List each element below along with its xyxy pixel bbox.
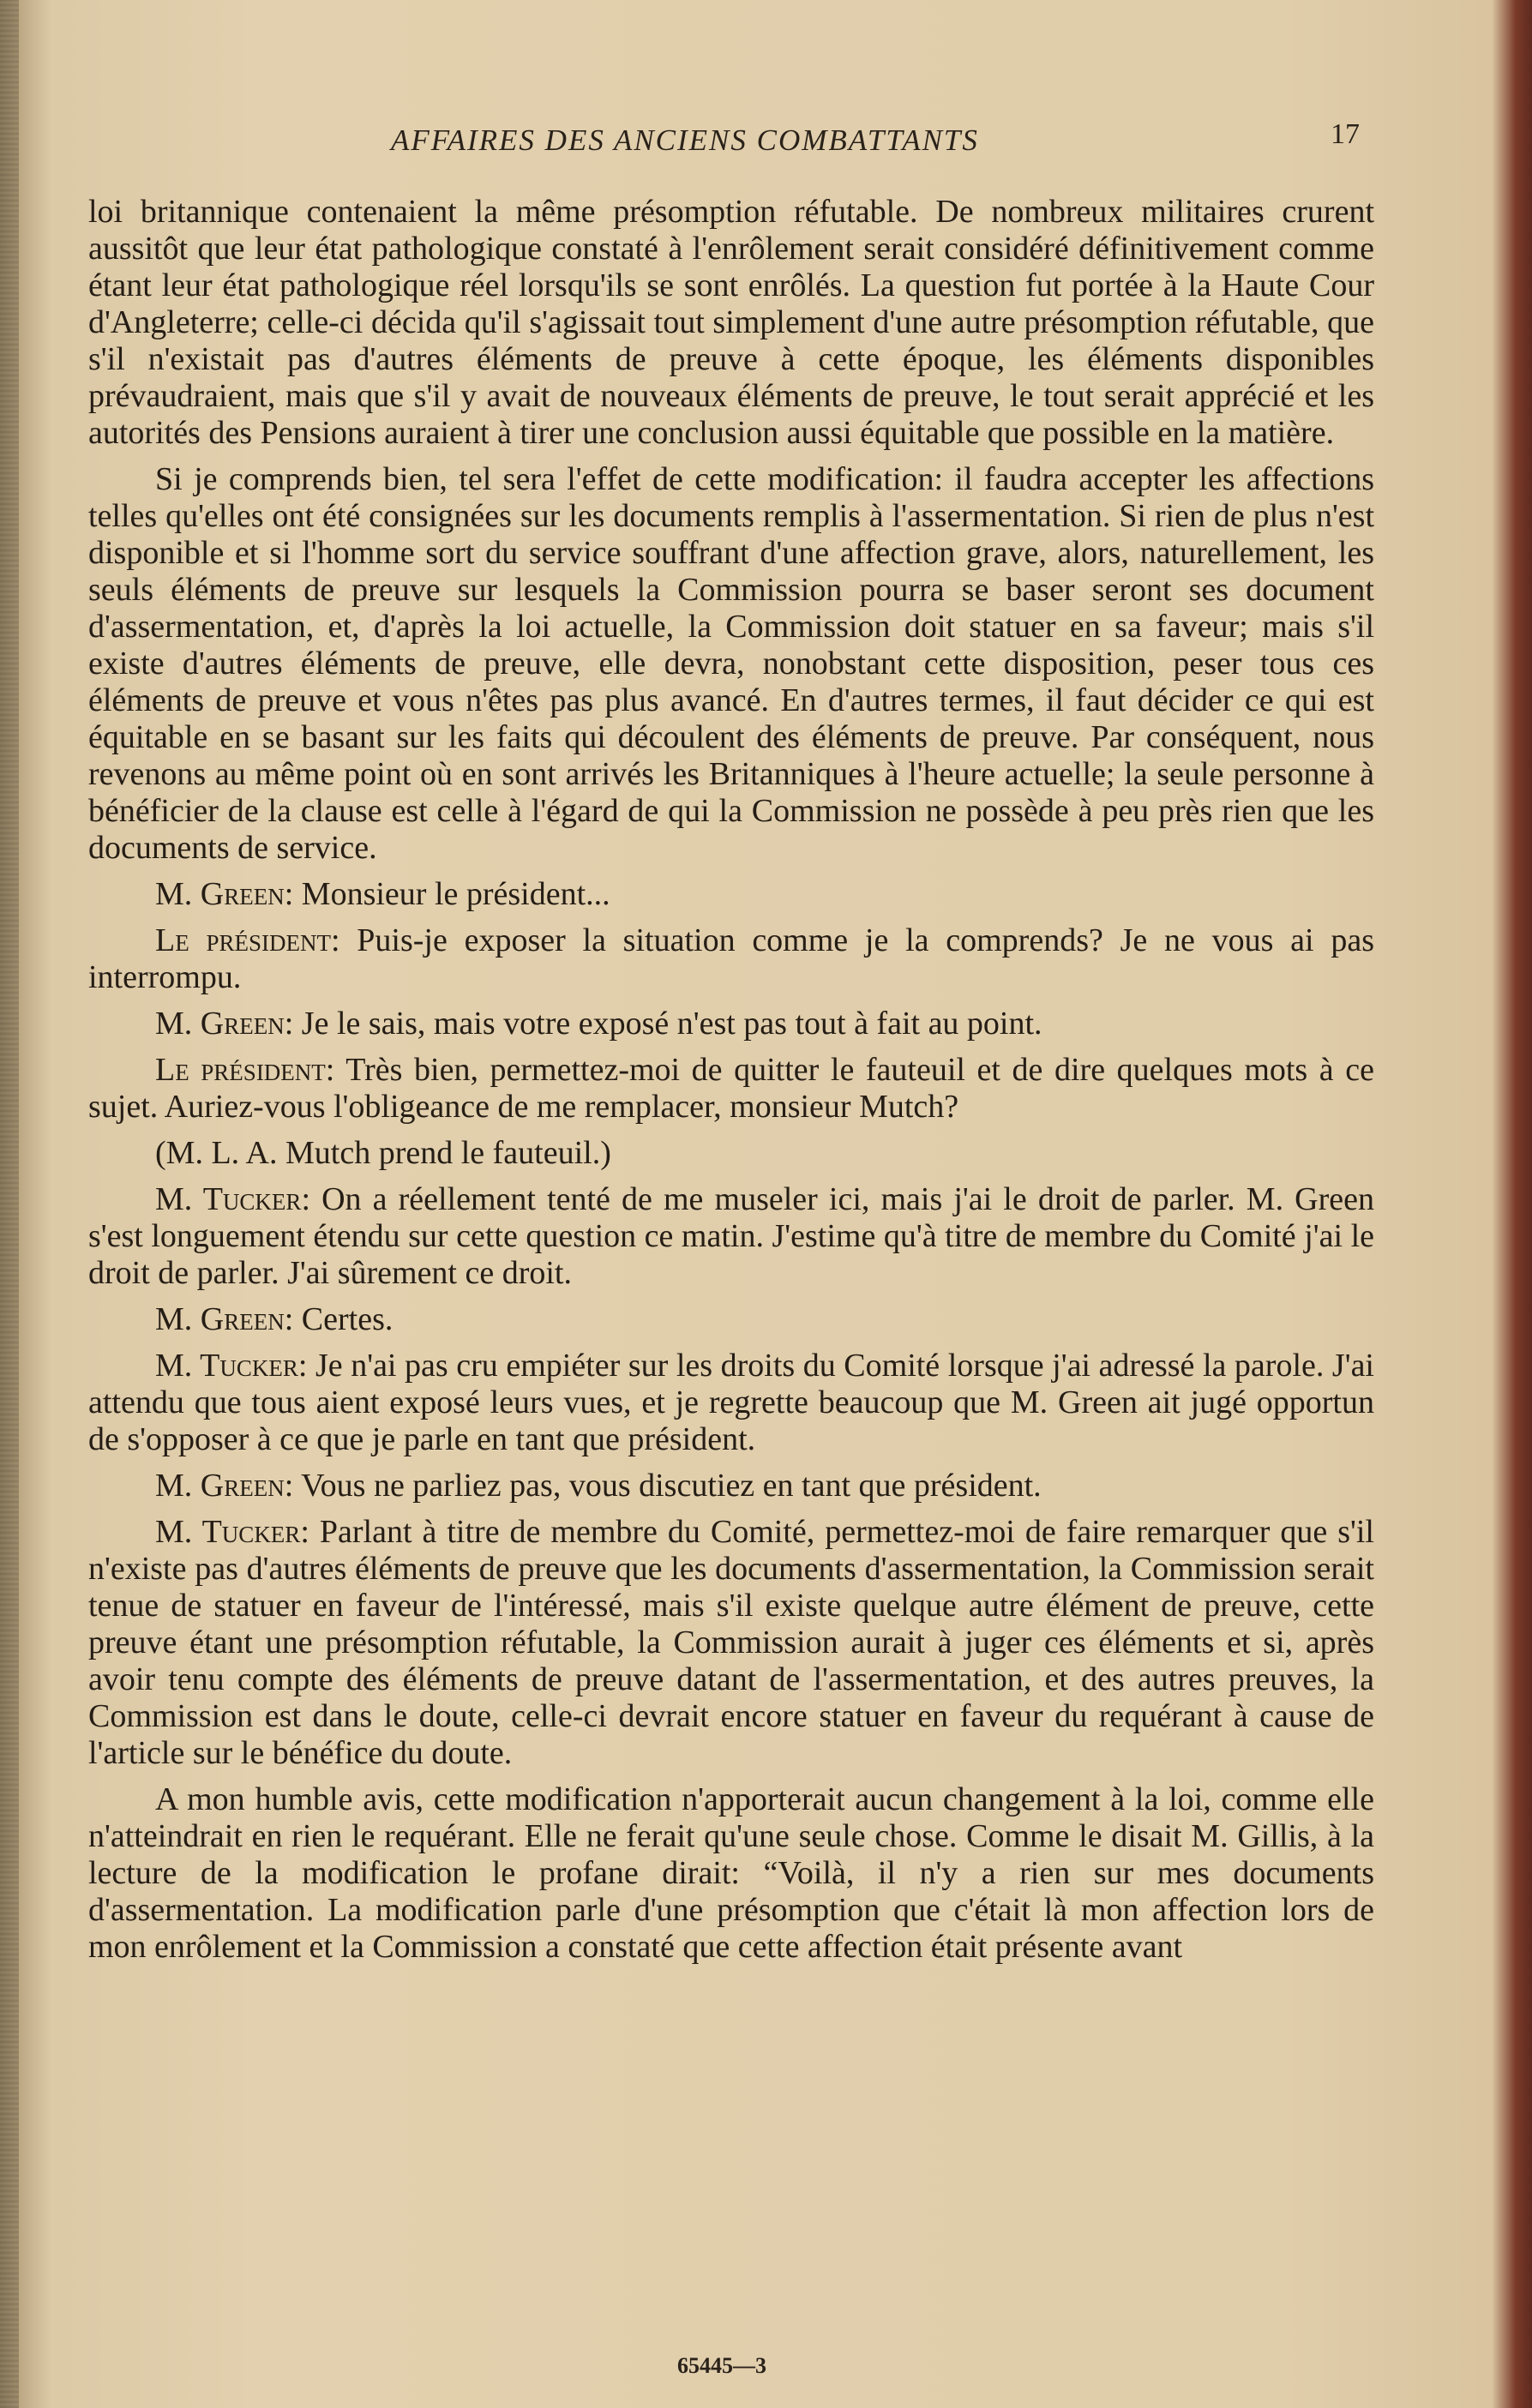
- speech-tucker: M. Tucker: Je n'ai pas cru empiéter sur les droits du Comité lorsque j'ai adressé la parole. J'ai attendu que tous aient exposé leurs vues, et je regrette beaucoup que M. Green ait jugé opportun de s'opposer à ce que je parle en tant que président.: [88, 1348, 1374, 1457]
- speaker-name: M. Tucker: [155, 1348, 298, 1384]
- speaker-name: M. Tucker: [155, 1514, 301, 1550]
- page-number: 17: [1331, 118, 1360, 150]
- page-header: [0, 118, 1532, 175]
- body-text: [88, 194, 1374, 1975]
- speech-green: M. Green: Je le sais, mais votre exposé n'est pas tout à fait au point.: [155, 1006, 1042, 1042]
- speaker-name: Le président: [155, 922, 331, 958]
- book-spine-edge: [0, 0, 19, 2408]
- paragraph-continuation: loi britannique contenaient la même présomption réfutable. De nombreux militaires crurent aussitôt que leur état pathologique constaté à l'enrôlement serait considéré définitivement comme étant leur état pathologique réel lorsqu'ils se sont enrôlés. La question fut portée à la Haute Cour d'Angleterre; celle-ci décida qu'il s'agissait tout simplement d'une autre présomption réfutable, que s'il n'existait pas d'autres éléments de preuve à cette époque, les éléments disponibles prévaudraient, mais que s'il y avait de nouveaux éléments de preuve, le tout serait apprécié et les autorités des Pensions auraient à tirer une conclusion aussi équitable que possible en la matière.: [88, 194, 1374, 451]
- paragraph: A mon humble avis, cette modification n'apporterait aucun changement à la loi, comme elle n'atteindrait en rien le requérant. Elle ne ferait qu'une seule chose. Comme le disait M. Gillis, à la lecture de la modification le profane dirait: “Voilà, il n'y a rien sur mes documents d'assermentation. La modification parle d'une présomption que c'était là mon affection lors de mon enrôlement et la Commission a constaté que cette affection était présente avant: [88, 1781, 1374, 1965]
- speech-tucker: M. Tucker: Parlant à titre de membre du Comité, permettez-moi de faire remarquer que s'il n'existe pas d'autres éléments de preuve que les documents d'assermentation, la Commission serait tenue de statuer en faveur de l'intéressé, mais s'il existe quelque autre élément de preuve, cette preuve étant une présomption réfutable, la Commission aurait à juger ces éléments et si, après avoir tenu compte des éléments de preuve datant de l'assermentation, et des autres preuves, la Commission est dans le doute, celle-ci devrait encore statuer en faveur du requérant à cause de l'article sur le bénéfice du doute.: [88, 1514, 1374, 1771]
- signature-code: 65445—3: [677, 2353, 766, 2378]
- speech-tucker: M. Tucker: On a réellement tenté de me museler ici, mais j'ai le droit de parler. M. Green s'est longuement étendu sur cette question ce matin. J'estime qu'à titre de membre du Comité j'ai le droit de parler. J'ai sûrement ce droit.: [88, 1181, 1375, 1291]
- speaker-name: M. Green: [155, 1006, 285, 1042]
- speech-green: M. Green: Certes.: [155, 1301, 394, 1337]
- running-title: AFFAIRES DES ANCIENS COMBATTANTS: [391, 123, 979, 157]
- speaker-name: M. Tucker: [155, 1181, 302, 1217]
- speech-president: Le président: Très bien, permettez-moi de quitter le fauteuil et de dire quelques mots à ce sujet. Auriez-vous l'obligeance de me remplacer, monsieur Mutch?: [88, 1052, 1374, 1125]
- paragraph: Si je comprends bien, tel sera l'effet de cette modification: il faudra accepter les affections telles qu'elles ont été consignées sur les documents remplis à l'assermentation. Si rien de plus n'est disponible et si l'homme sort du service souffrant d'une affection grave, alors, naturellement, les seuls éléments de preuve sur lesquels la Commission pourra se baser seront ses document d'assermentation, et, d'après la loi actuelle, la Commission doit statuer en sa faveur; mais s'il existe d'autres éléments de preuve, elle devra, nonobstant cette disposition, peser tous ces éléments de preuve et vous n'êtes pas plus avancé. En d'autres termes, il faut décider ce qui est équitable en se basant sur les faits qui découlent des éléments de preuve. Par conséquent, nous revenons au même point où en sont arrivés les Britanniques à l'heure actuelle; la seule personne à bénéficier de la clause est celle à l'égard de qui la Commission ne possède à peu près rien que les documents de service.: [88, 461, 1374, 866]
- stage-direction: (M. L. A. Mutch prend le fauteuil.): [155, 1135, 611, 1171]
- speaker-name: M. Green: [155, 876, 285, 912]
- speaker-name: M. Green: [155, 1301, 285, 1337]
- speech-president: Le président: Puis-je exposer la situation comme je la comprends? Je ne vous ai pas interrompu.: [88, 922, 1374, 995]
- speaker-name: M. Green: [155, 1468, 285, 1504]
- speech-green: M. Green: Vous ne parliez pas, vous discutiez en tant que président.: [155, 1468, 1042, 1504]
- speaker-name: Le président: [155, 1052, 326, 1088]
- speech-green: M. Green: Monsieur le président...: [155, 876, 610, 912]
